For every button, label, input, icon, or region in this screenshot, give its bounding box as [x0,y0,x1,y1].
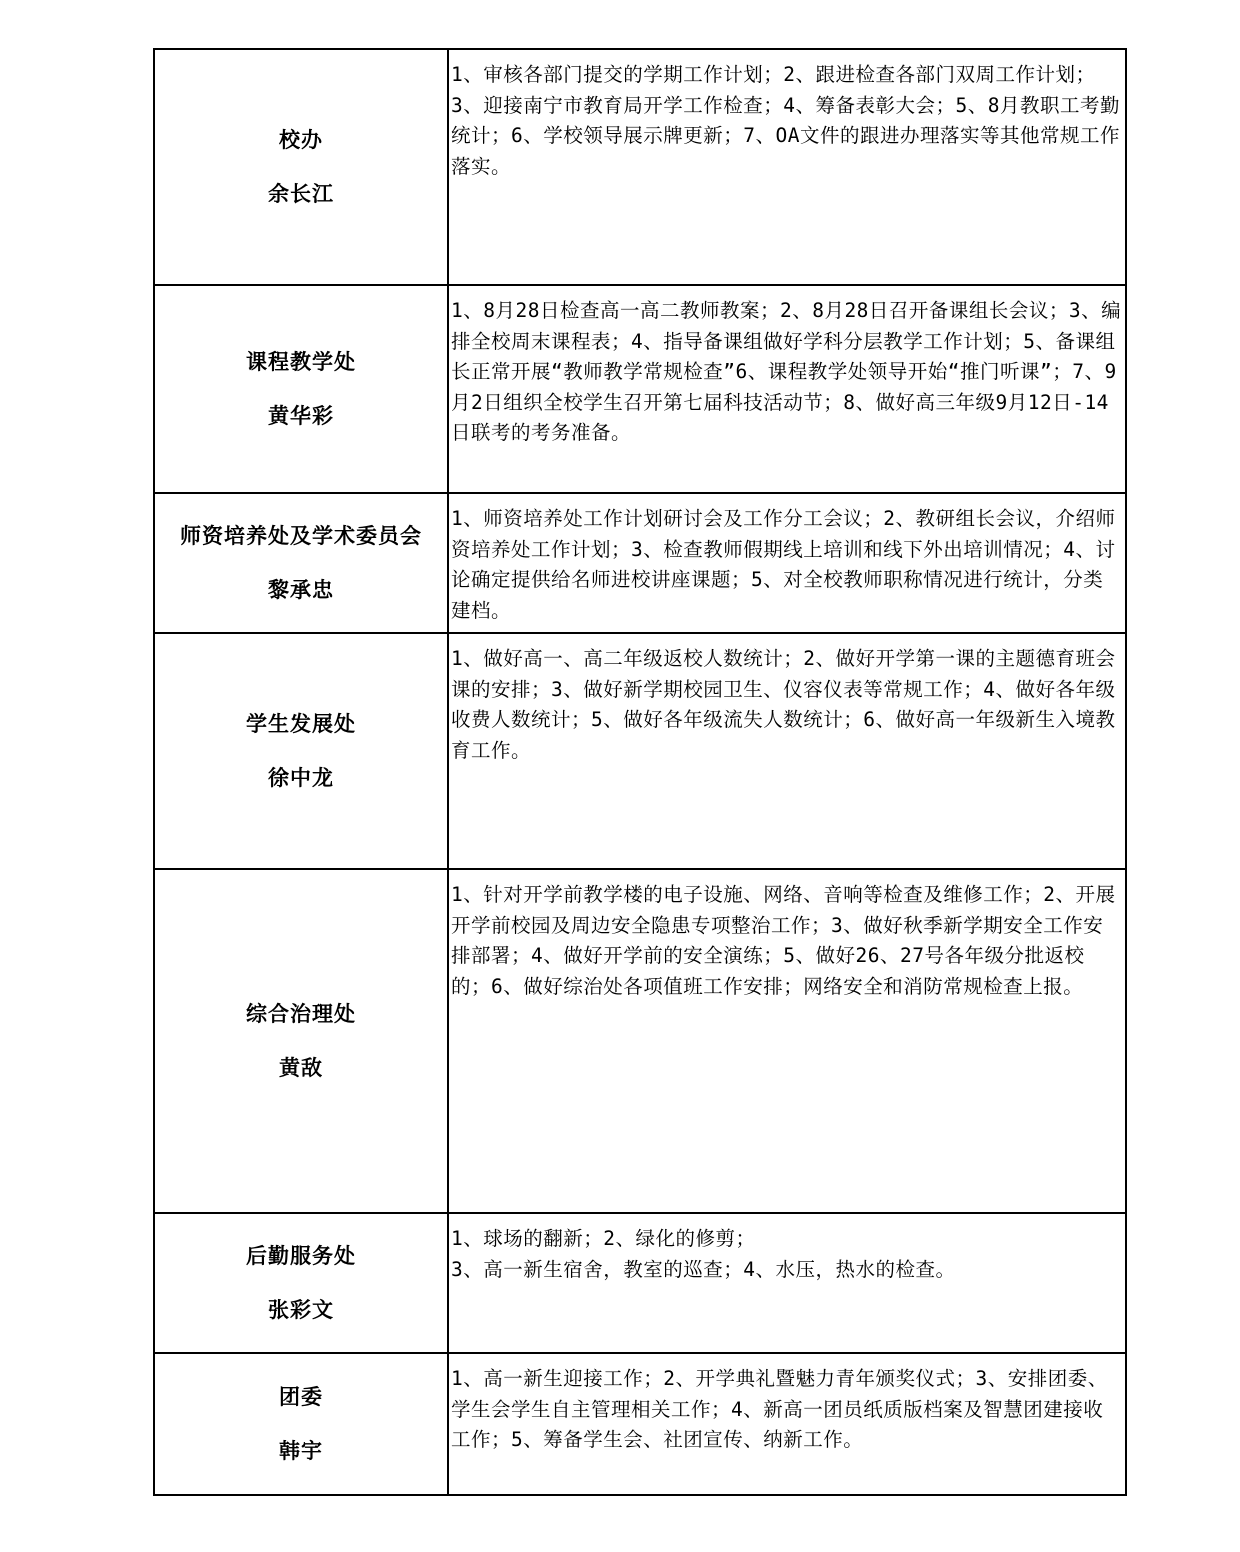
tasks-cell [448,493,1126,633]
table-row [154,285,1126,493]
table-row [154,1353,1126,1495]
department-head: 张彩文 [268,1298,334,1322]
department-cell [154,869,448,1213]
table-row [154,493,1126,633]
task-list: 1、师资培养处工作计划研讨会及工作分工会议；2、教研组长会议，介绍师资培养处工作计划；3、检查教师假期线上培训和线下外出培训情况；4、讨论确定提供给名师进校讲座课题；5、对全校教师职称情况进行统计，分类建档。 [451,507,1116,622]
department-name: 综合治理处 [246,1002,356,1026]
department-name: 后勤服务处 [246,1244,356,1268]
task-list: 1、做好高一、高二年级返校人数统计；2、做好开学第一课的主题德育班会课的安排；3、做好新学期校园卫生、仪容仪表等常规工作；4、做好各年级收费人数统计；5、做好各年级流失人数统计；6、做好高一年级新生入境教育工作。 [451,647,1116,762]
department-head: 黄华彩 [268,404,334,428]
task-list: 1、针对开学前教学楼的电子设施、网络、音响等检查及维修工作；2、开展开学前校园及周边安全隐患专项整治工作；3、做好秋季新学期安全工作安排部署；4、做好开学前的安全演练；5、做好26、27号各年级分批返校的；6、做好综治处各项值班工作安排；网络安全和消防常规检查上报。 [451,883,1116,998]
table-row [154,633,1126,869]
tasks-cell [448,1353,1126,1495]
department-head: 余长江 [268,182,334,206]
department-cell [154,633,448,869]
tasks-cell [448,1213,1126,1353]
table-row [154,49,1126,285]
department-name: 课程教学处 [246,350,356,374]
department-cell [154,493,448,633]
department-cell [154,49,448,285]
department-head: 徐中龙 [268,766,334,790]
task-list: 1、高一新生迎接工作；2、开学典礼暨魅力青年颁奖仪式；3、安排团委、学生会学生自主管理相关工作；4、新高一团员纸质版档案及智慧团建接收工作；5、筹备学生会、社团宣传、纳新工作。 [451,1367,1108,1451]
task-list: 1、审核各部门提交的学期工作计划；2、跟进检查各部门双周工作计划；3、迎接南宁市教育局开学工作检查；4、筹备表彰大会；5、8月教职工考勤统计；6、学校领导展示牌更新；7、OA文件的跟进办理落实等其他常规工作落实。 [451,63,1120,178]
department-cell [154,1353,448,1495]
department-head: 黎承忠 [268,578,334,602]
department-head: 黄敌 [279,1056,323,1080]
tasks-cell [448,869,1126,1213]
department-cell [154,1213,448,1353]
tasks-cell [448,49,1126,285]
task-list: 1、8月28日检查高一高二教师教案；2、8月28日召开备课组长会议；3、编排全校周末课程表；4、指导备课组做好学科分层教学工作计划；5、备课组长正常开展“教师教学常规检查”6、课程教学处领导开始“推门听课”；7、9月2日组织全校学生召开第七届科技活动节；8、做好高三年级9月12日-14日联考的考务准备。 [451,299,1122,444]
department-name: 师资培养处及学术委员会 [180,524,422,548]
department-name: 校办 [279,128,323,152]
task-list: 1、球场的翻新；2、绿化的修剪； 3、高一新生宿舍，教室的巡查；4、水压，热水的检查。 [451,1227,956,1281]
table-row [154,1213,1126,1353]
work-plan-table [153,48,1127,1496]
department-name: 团委 [279,1385,323,1409]
table-row [154,869,1126,1213]
department-head: 韩宇 [279,1439,323,1463]
department-name: 学生发展处 [246,712,356,736]
tasks-cell [448,285,1126,493]
department-cell [154,285,448,493]
tasks-cell [448,633,1126,869]
